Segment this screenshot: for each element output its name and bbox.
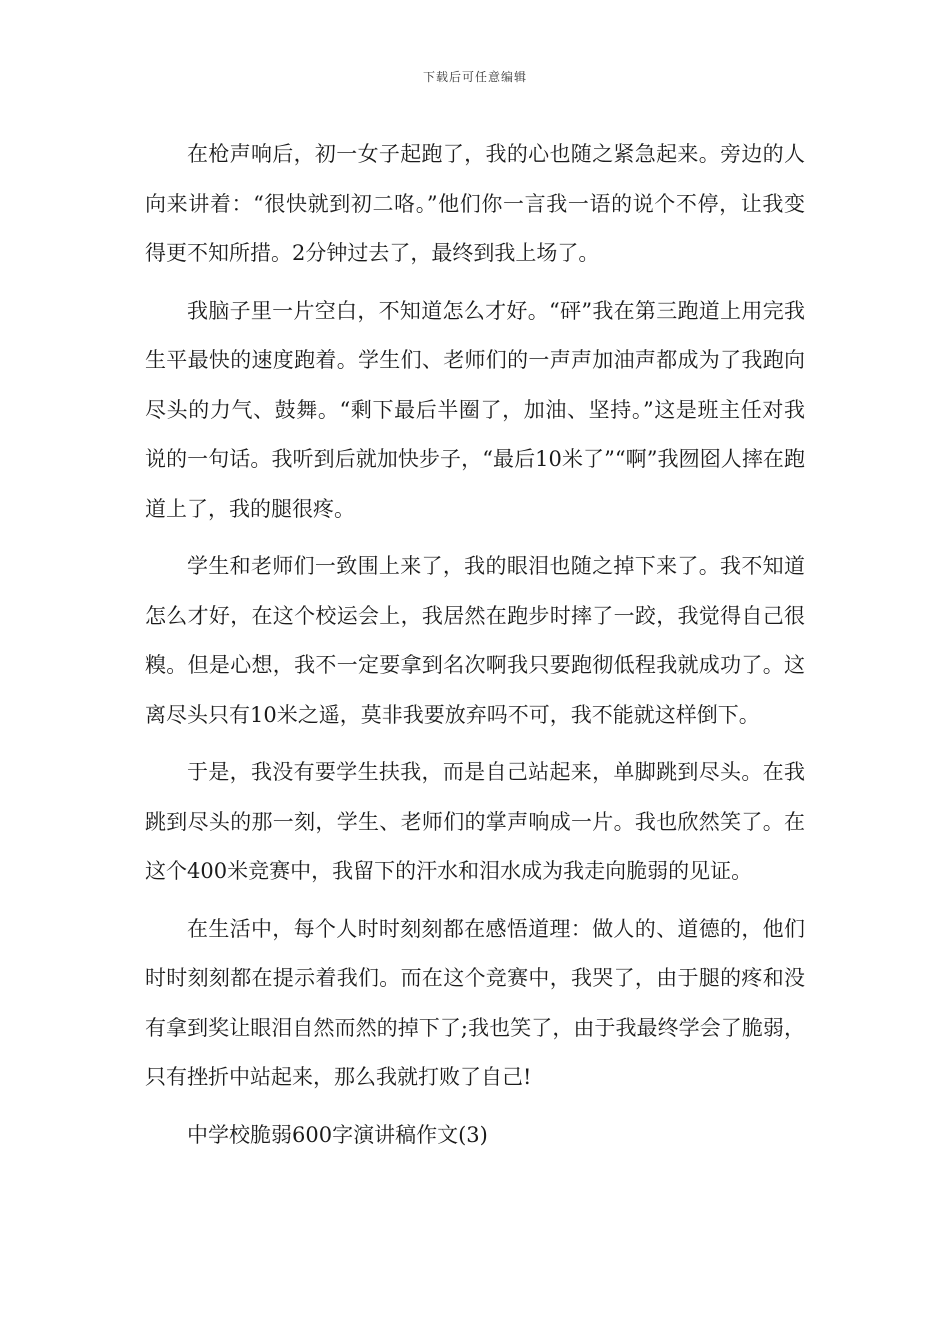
- section-title: 中学校脆弱600字演讲稿作文(3): [187, 1122, 488, 1147]
- document-body: [145, 130, 805, 1160]
- paragraph: 学生和老师们一致围上来了，我的眼泪也随之掉下来了。我不知道怎么才好，在这个校运会上，我居然在跑步时摔了一跤，我觉得自己很糗。但是心想，我不一定要拿到名次啊我只要跑彻低程我就成功了。这离尽头只有10米之遥，莫非我要放弃吗不可，我不能就这样倒下。: [145, 554, 805, 727]
- paragraph: 于是，我没有要学生扶我，而是自己站起来，单脚跳到尽头。在我跳到尽头的那一刻，学生、老师们的掌声响成一片。我也欣然笑了。在这个400米竞赛中，我留下的汗水和泪水成为我走向脆弱的见证。: [145, 760, 805, 883]
- paragraph: 在生活中，每个人时时刻刻都在感悟道理：做人的、道德的，他们时时刻刻都在提示着我们。而在这个竞赛中，我哭了，由于腿的疼和没有拿到奖让眼泪自然而然的掉下了;我也笑了，由于我最终学会了脆弱，只有挫折中站起来，那么我就打败了自己!: [145, 916, 805, 1089]
- paragraph: 我脑子里一片空白，不知道怎么才好。“砰”我在第三跑道上用完我生平最快的速度跑着。学生们、老师们的一声声加油声都成为了我跑向尽头的力气、鼓舞。“剩下最后半圈了，加油、坚持。”这是班主任对我说的一句话。我听到后就加快步子，“最后10米了”“啊”我囫囵人摔在跑道上了，我的腿很疼。: [145, 298, 805, 521]
- page-header: 下载后可任意编辑: [422, 70, 527, 84]
- paragraph: 在枪声响后，初一女子起跑了，我的心也随之紧急起来。旁边的人向来讲着：“很快就到初二咯。”他们你一言我一语的说个不停，让我变得更不知所措。2分钟过去了，最终到我上场了。: [145, 142, 805, 265]
